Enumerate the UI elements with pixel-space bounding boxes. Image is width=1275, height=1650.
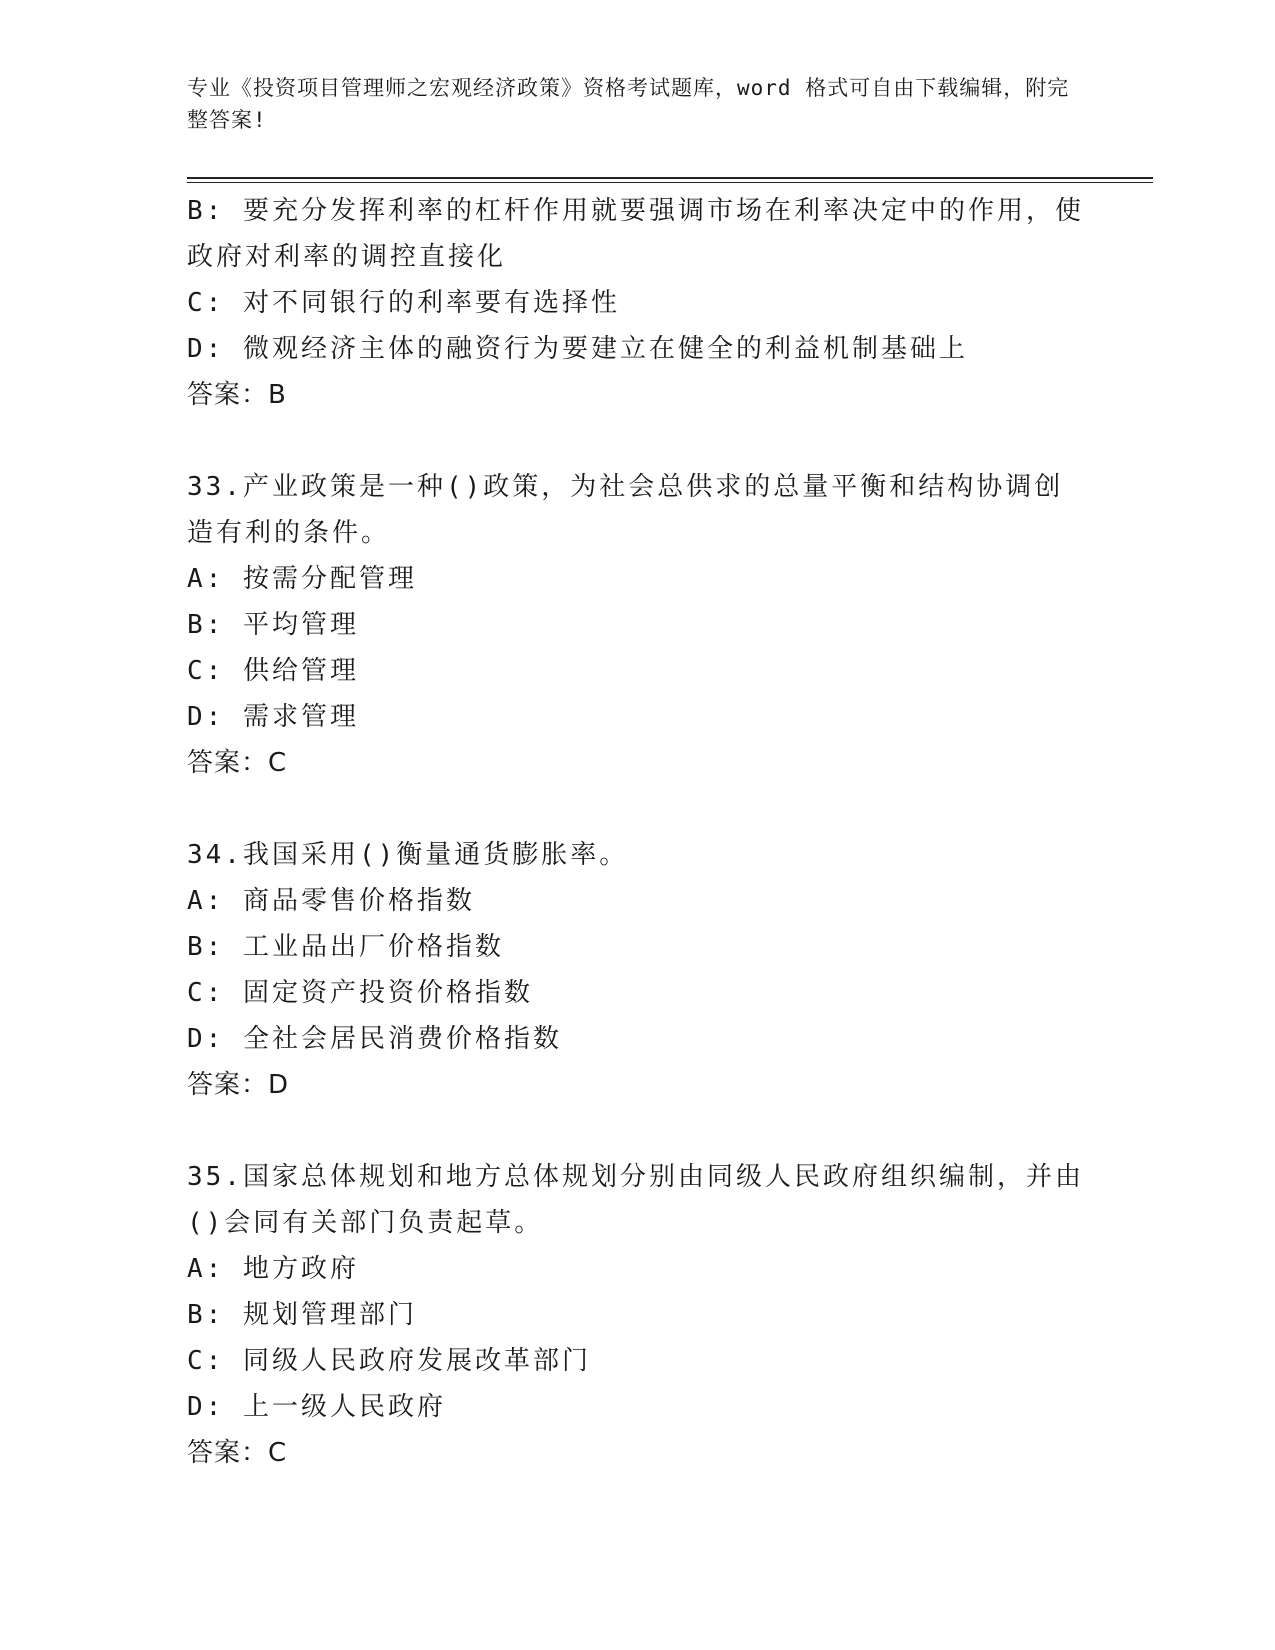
q33-option-b: B: 平均管理	[187, 610, 359, 640]
q34-option-a: A: 商品零售价格指数	[187, 886, 475, 916]
q33-option-a: A: 按需分配管理	[187, 564, 417, 594]
header-divider-thin	[187, 182, 1153, 183]
q33-option-c: C: 供给管理	[187, 656, 359, 686]
q35-option-d: D: 上一级人民政府	[187, 1392, 446, 1422]
q32-option-d: D: 微观经济主体的融资行为要建立在健全的利益机制基础上	[187, 334, 968, 364]
document-intro: 专业《投资项目管理师之宏观经济政策》资格考试题库，word 格式可自由下载编辑，附完整答案!	[187, 76, 1070, 132]
q34-stem: 34.我国采用()衡量通货膨胀率。	[187, 840, 629, 870]
q33-answer: 答案：C	[187, 748, 288, 778]
q34-option-d: D: 全社会居民消费价格指数	[187, 1024, 562, 1054]
q34-option-c: C: 固定资产投资价格指数	[187, 978, 533, 1008]
spacer	[187, 786, 1087, 832]
spacer	[187, 1108, 1087, 1154]
q32-option-c: C: 对不同银行的利率要有选择性	[187, 288, 620, 318]
q34-option-b: B: 工业品出厂价格指数	[187, 932, 504, 962]
q33-stem: 33.产业政策是一种()政策，为社会总供求的总量平衡和结构协调创造有利的条件。	[187, 472, 1064, 548]
q35-option-b: B: 规划管理部门	[187, 1300, 417, 1330]
q35-option-a: A: 地方政府	[187, 1254, 359, 1284]
q32-answer: 答案：B	[187, 380, 287, 410]
q35-option-c: C: 同级人民政府发展改革部门	[187, 1346, 591, 1376]
q35-stem: 35.国家总体规划和地方总体规划分别由同级人民政府组织编制，并由()会同有关部门负责起草。	[187, 1162, 1084, 1238]
question-content	[187, 188, 1087, 1476]
q32-option-b: B: 要充分发挥利率的杠杆作用就要强调市场在利率决定中的作用，使政府对利率的调控直接化	[187, 196, 1084, 272]
q35-answer: 答案：C	[187, 1438, 288, 1468]
spacer	[187, 418, 1087, 464]
q34-answer: 答案：D	[187, 1070, 290, 1100]
header-divider-thick	[187, 177, 1153, 179]
q33-option-d: D: 需求管理	[187, 702, 359, 732]
